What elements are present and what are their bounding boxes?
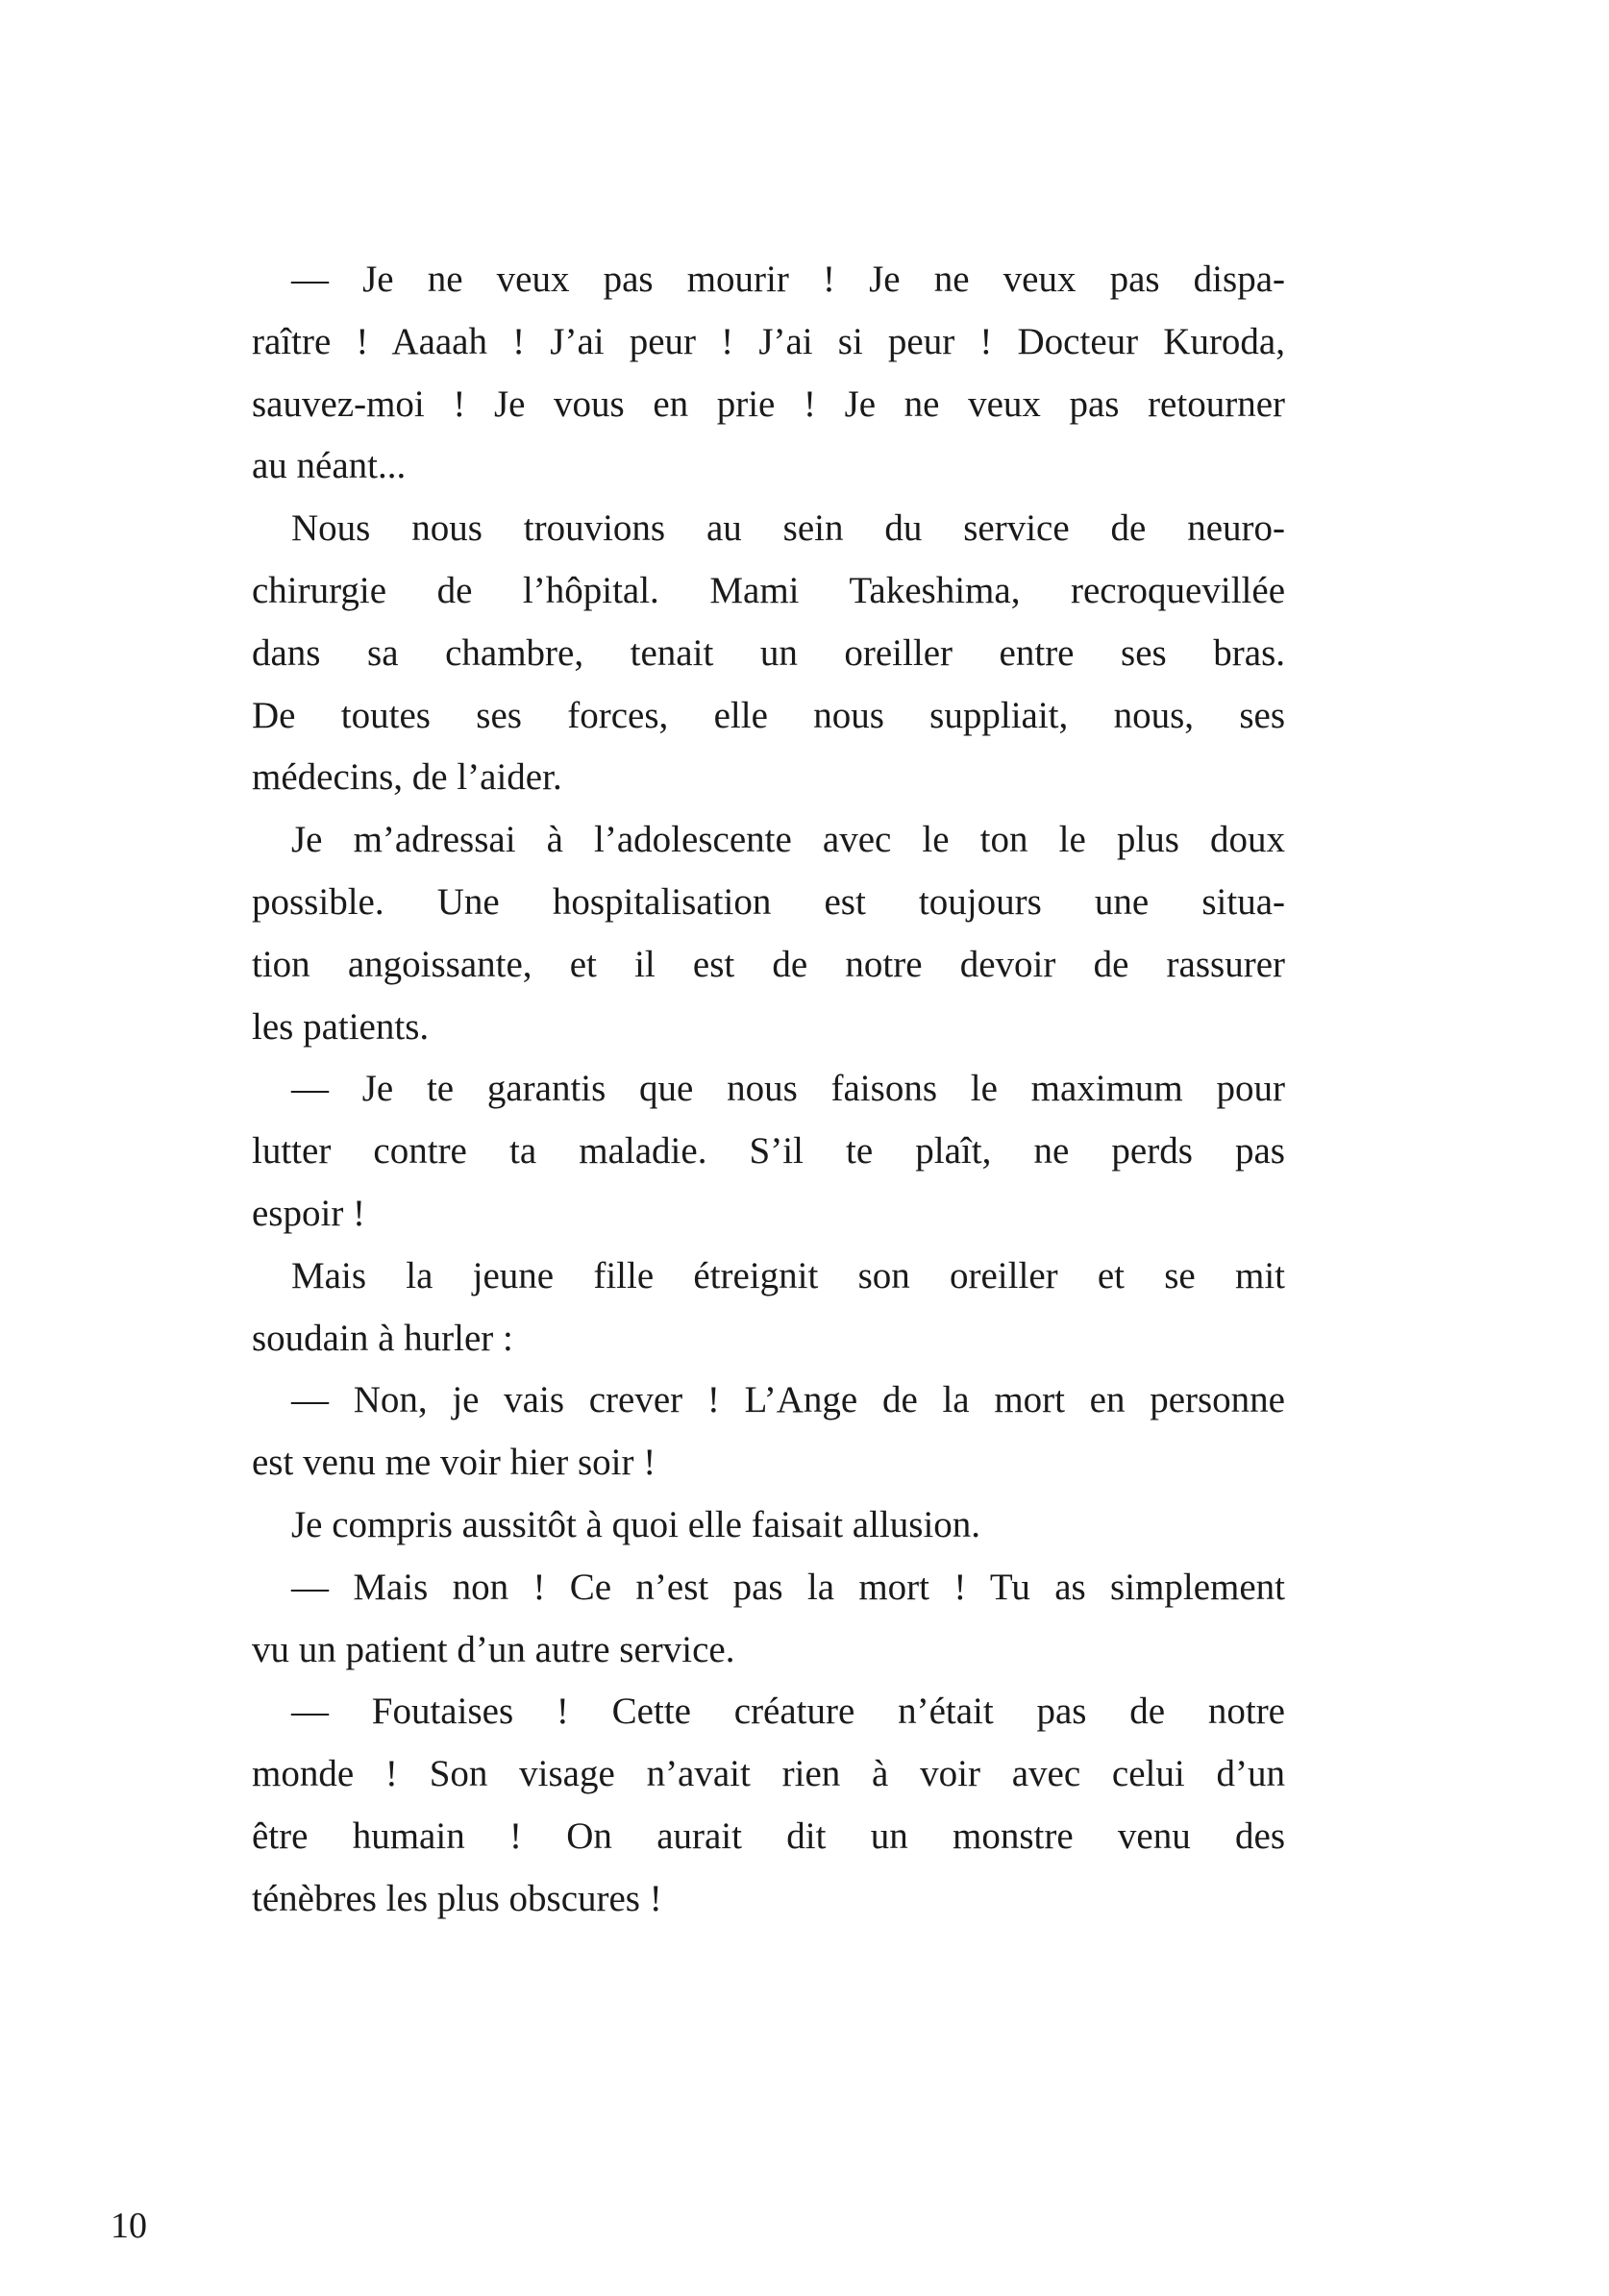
text-line: — Je ne veux pas mourir ! Je ne veux pas dispa- [291, 259, 1285, 300]
text-line: au néant... [252, 445, 407, 487]
text-line: Mais la jeune fille étreignit son oreiller et se mit [291, 1254, 1285, 1296]
text-line: De toutes ses forces, elle nous suppliait, nous, ses [252, 694, 1285, 736]
text-line: monde ! Son visage n’avait rien à voir avec celui d’un [252, 1753, 1285, 1795]
text-line: Je compris aussitôt à quoi elle faisait allusion. [291, 1503, 981, 1545]
text-line: tion angoissante, et il est de notre devoir de rassurer [252, 943, 1285, 985]
text-line: lutter contre ta maladie. S’il te plaît, ne perds pas [252, 1130, 1285, 1173]
text-line: Je m’adressai à l’adolescente avec le ton le plus doux [291, 819, 1285, 861]
text-line: chirurgie de l’hôpital. Mami Takeshima, recroquevillée [252, 569, 1285, 611]
body-text [252, 249, 1285, 1931]
text-line: — Non, je vais crever ! L’Ange de la mort en personne [291, 1379, 1285, 1421]
text-line: ténèbres les plus obscures ! [252, 1877, 662, 1919]
text-line: raître ! Aaaah ! J’ai peur ! J’ai si peur ! Docteur Kuroda, [252, 320, 1285, 362]
text-line: — Je te garantis que nous faisons le maximum pour [291, 1068, 1285, 1110]
text-line: vu un patient d’un autre service. [252, 1628, 735, 1670]
text-line: les patients. [252, 1005, 430, 1048]
text-line: sauvez-moi ! Je vous en prie ! Je ne veux pas retourner [252, 383, 1285, 425]
text-line: — Foutaises ! Cette créature n’était pas de notre [291, 1691, 1285, 1733]
text-line: possible. Une hospitalisation est toujours une situa- [252, 880, 1285, 923]
text-line: est venu me voir hier soir ! [252, 1442, 656, 1484]
text-line: médecins, de l’aider. [252, 756, 562, 799]
text-line: être humain ! On aurait dit un monstre venu des [252, 1815, 1285, 1857]
text-line: dans sa chambre, tenait un oreiller entre ses bras. [252, 631, 1285, 674]
text-line: soudain à hurler : [252, 1317, 513, 1359]
text-line: — Mais non ! Ce n’est pas la mort ! Tu as simplement [291, 1566, 1285, 1608]
text-line: Nous nous trouvions au sein du service de neuro- [291, 507, 1285, 550]
text-line: espoir ! [252, 1192, 366, 1234]
page-number: 10 [111, 2206, 147, 2246]
